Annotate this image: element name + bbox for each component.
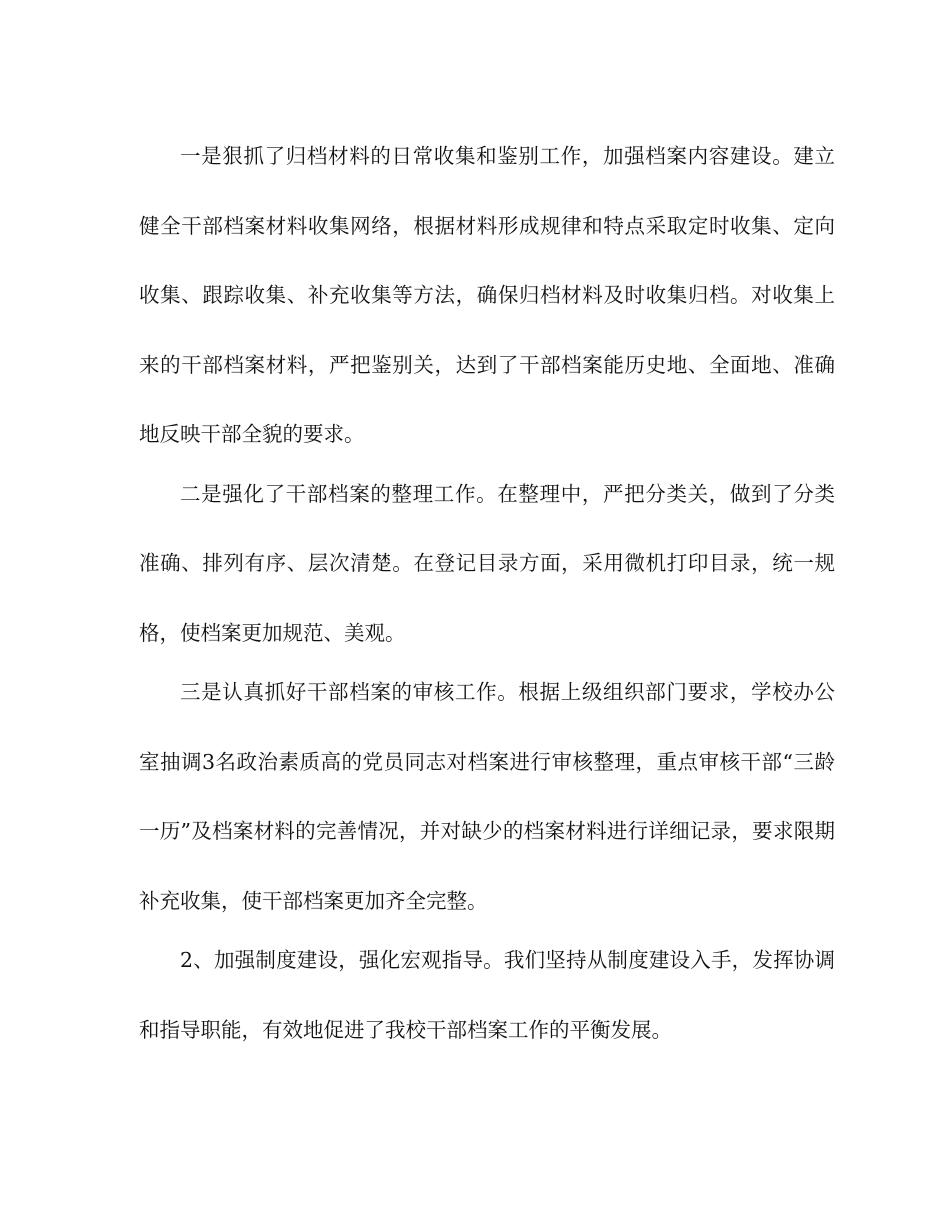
paragraph-1: 一是狠抓了归档材料的日常收集和鉴别工作，加强档案内容建设。建立健全干部档案材料收集网络，根据材料形成规律和特点采取定时收集、定向收集、跟踪收集、补充收集等方法，确保归档材料及时收集归档。对收集上来的干部档案材料，严把鉴别关，达到了干部档案能历史地、全面地、准确地反映干部全貌的要求。 (139, 144, 835, 446)
paragraph-3: 三是认真抓好干部档案的审核工作。根据上级组织部门要求，学校办公室抽调3名政治素质高的党员同志对档案进行审核整理，重点审核干部“三龄一历”及档案材料的完善情况，并对缺少的档案材料进行详细记录，要求限期补充收集，使干部档案更加齐全完整。 (139, 680, 835, 913)
paragraph-4: 2、加强制度建设，强化宏观指导。我们坚持从制度建设入手，发挥协调和指导职能，有效地促进了我校干部档案工作的平衡发展。 (139, 948, 835, 1042)
paragraph-2: 二是强化了干部档案的整理工作。在整理中，严把分类关，做到了分类准确、排列有序、层次清楚。在登记目录方面，采用微机打印目录，统一规格，使档案更加规范、美观。 (139, 481, 835, 645)
document-body (139, 122, 835, 1065)
